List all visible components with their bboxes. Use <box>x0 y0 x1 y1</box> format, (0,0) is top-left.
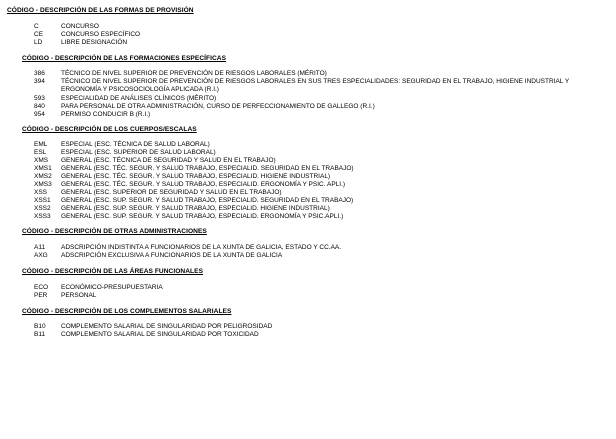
row-description: GENERAL (ESC. TÉC. SEGUR. Y SALUD TRABAJO, ESPECIALID. HIGIENE INDUSTRIAL) <box>61 173 331 180</box>
row-description: GENERAL (ESC. TÉC. SEGUR. Y SALUD TRABAJO, ESPECIALID. ERGONOMÍA Y PSIC. APLI.) <box>61 181 346 188</box>
row-description: COMPLEMENTO SALARIAL DE SINGULARIDAD POR PELIGROSIDAD <box>61 323 273 330</box>
row-description: LIBRE DESIGNACIÓN <box>61 39 128 46</box>
row-description: PERSONAL <box>61 292 97 299</box>
section-title-areas-funcionales: CÓDIGO - DESCRIPCIÓN DE LAS ÁREAS FUNCIONALES <box>22 268 204 275</box>
row-code: LD <box>34 39 43 46</box>
row-code: 386 <box>34 70 45 77</box>
row-description: ECONÓMICO-PRESUPUESTARIA <box>61 284 163 291</box>
row-description: GENERAL (ESC. SUP. SEGUR. Y SALUD TRABAJO, ESPECIALID. SEGURIDAD EN EL TRABAJO) <box>61 197 354 204</box>
row-description: ADSCRIPCIÓN EXCLUSIVA A FUNCIONARIOS DE LA XUNTA DE GALICIA <box>61 252 283 259</box>
row-description: CONCURSO <box>61 23 99 30</box>
row-code: 593 <box>34 95 45 102</box>
row-code: PER <box>34 292 48 299</box>
row-code: XMS1 <box>34 165 52 172</box>
row-code: 954 <box>34 111 45 118</box>
row-description: GENERAL (ESC. TÉCNICA DE SEGURIDAD Y SALUD EN EL TRABAJO) <box>61 157 276 164</box>
row-code: XSS1 <box>34 197 51 204</box>
row-description: GENERAL (ESC. TÉC. SEGUR. Y SALUD TRABAJO, ESPECIALID. SEGURIDAD EN EL TRABAJO) <box>61 165 354 172</box>
row-description: ESPECIALIDAD DE ANÁLISES CLÍNICOS (MÉRITO) <box>61 95 217 102</box>
row-code: XMS <box>34 157 49 164</box>
section-title-formas-provision: CÓDIGO - DESCRIPCIÓN DE LAS FORMAS DE PROVISIÓN <box>7 7 194 14</box>
row-description: ESPECIAL (ESC. SUPERIOR DE SALUD LABORAL) <box>61 149 216 156</box>
row-code: XMS3 <box>34 181 52 188</box>
row-code: ECO <box>34 284 49 291</box>
row-code: XSS <box>34 189 48 196</box>
row-code: 394 <box>34 78 45 85</box>
row-code: EML <box>34 141 48 148</box>
row-code: B11 <box>34 331 46 338</box>
section-title-cuerpos-escalas: CÓDIGO - DESCRIPCIÓN DE LOS CUERPOS/ESCALAS <box>22 126 197 133</box>
row-description: TÉCNICO DE NIVEL SUPERIOR DE PREVENCIÓN DE RIESGOS LABORALES (MÉRITO) <box>61 70 327 77</box>
row-code: A11 <box>34 244 46 251</box>
row-code: CE <box>34 31 44 38</box>
section-title-formaciones-especificas: CÓDIGO - DESCRIPCIÓN DE LAS FORMACIONES ESPECÍFICAS <box>22 55 227 62</box>
section-title-otras-administraciones: CÓDIGO - DESCRIPCIÓN DE OTRAS ADMINISTRACIONES <box>22 228 207 235</box>
row-description: PARA PERSONAL DE OTRA ADMINISTRACIÓN, CURSO DE PERFECCIONAMIENTO DE GALLEGO (R.I.) <box>61 103 375 110</box>
section-title-complementos-salariales: CÓDIGO - DESCRIPCIÓN DE LOS COMPLEMENTOS SALARIALES <box>22 308 232 315</box>
row-code: XSS2 <box>34 205 51 212</box>
row-description: ESPECIAL (ESC. TÉCNICA DE SALUD LABORAL) <box>61 141 210 148</box>
row-description: CONCURSO ESPECÍFICO <box>61 31 141 38</box>
row-code: 840 <box>34 103 45 110</box>
row-description: GENERAL (ESC. SUP. SEGUR. Y SALUD TRABAJO, ESPECIALID. ERGONOMÍA Y PSIC.APLI.) <box>61 213 344 220</box>
row-description: COMPLEMENTO SALARIAL DE SINGULARIDAD POR TOXICIDAD <box>61 331 259 338</box>
row-description: ADSCRIPCIÓN INDISTINTA A FUNCIONARIOS DE LA XUNTA DE GALICIA, ESTADO Y CC.AA. <box>61 244 342 251</box>
row-description: TÉCNICO DE NIVEL SUPERIOR DE PREVENCIÓN DE RIESGOS LABORALES EN SUS TRES ESPECIALIDADES: SEGURIDAD EN EL TRABAJO, HIGIENE INDUSTRIAL Y ERGONOMÍA Y PSICOSOCIOLOGÍA APLICADA (R.I.) <box>61 78 570 94</box>
row-description: PERMISO CONDUCIR B (R.I.) <box>61 111 151 118</box>
row-code: AXG <box>34 252 48 259</box>
row-code: XMS2 <box>34 173 52 180</box>
row-description: GENERAL (ESC. SUP. SEGUR. Y SALUD TRABAJO, ESPECIALID. HIGIENE INDUSTRIAL) <box>61 205 330 212</box>
row-code: B10 <box>34 323 46 330</box>
row-code: ESL <box>34 149 47 156</box>
row-description: GENERAL (ESC. SUPERIOR DE SEGURIDAD Y SALUD EN EL TRABAJO) <box>61 189 282 196</box>
row-code: C <box>34 23 39 30</box>
row-code: XSS3 <box>34 213 51 220</box>
